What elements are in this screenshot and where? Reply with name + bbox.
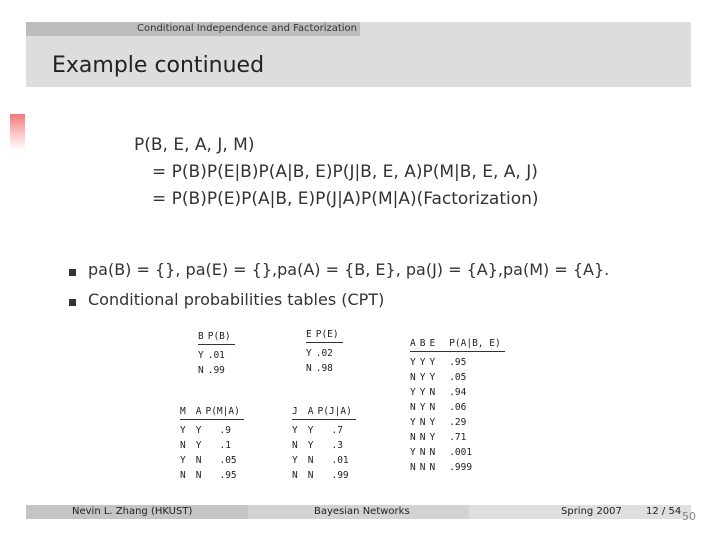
table-row	[180, 420, 244, 439]
cpt-table-m	[180, 406, 244, 483]
footer-course: Bayesian Networks	[314, 506, 410, 517]
table-cell: N	[419, 462, 426, 473]
table-cell: N	[419, 417, 426, 428]
table-cell: Y	[410, 357, 416, 368]
table-cell: N	[429, 402, 436, 413]
table-cell: Y	[195, 425, 202, 436]
joint-probability: P(B, E, A, J, M)	[134, 135, 255, 155]
table-cell: .98	[315, 363, 333, 374]
table-row	[292, 420, 356, 439]
table-cell: Y	[180, 455, 186, 466]
cpt-table-b	[198, 331, 235, 378]
table-cell: .29	[449, 417, 467, 428]
cpt-table-e	[306, 329, 343, 376]
table-cell: .05	[449, 372, 467, 383]
table-cell: N	[195, 455, 202, 466]
table-cell: N	[429, 387, 436, 398]
column-header: E	[306, 329, 316, 343]
column-header: A	[196, 406, 206, 420]
table-cell: Y	[410, 387, 416, 398]
parents-bullet: pa(B) = {}, pa(E) = {},pa(A) = {B, E}, pa(J) = {A},pa(M) = {A}.	[88, 260, 610, 279]
table-row	[198, 345, 235, 364]
chain-rule-expansion: = P(B)P(E|B)P(A|B, E)P(J|B, E, A)P(M|B, E, A, J)	[152, 162, 538, 182]
table-cell: Y	[429, 357, 436, 368]
table-cell: N	[410, 372, 416, 383]
table-cell: .95	[449, 357, 467, 368]
table-cell: N	[307, 470, 314, 481]
table-cell: N	[410, 402, 416, 413]
table-cell: Y	[419, 372, 426, 383]
frame-title: Example continued	[52, 53, 265, 78]
table-row	[410, 385, 505, 400]
bullet-icon	[69, 269, 76, 276]
table-cell: .06	[449, 402, 467, 413]
table-row	[306, 343, 343, 362]
table-row	[306, 361, 343, 376]
table-cell: .999	[449, 462, 473, 473]
table-row	[292, 438, 356, 453]
table-cell: Y	[198, 350, 204, 361]
table-row	[198, 363, 235, 378]
table-cell: N	[292, 470, 298, 481]
table-cell: N	[410, 462, 416, 473]
table-cell: Y	[195, 440, 202, 451]
table-cell: .71	[449, 432, 467, 443]
footer-term: Spring 2007	[561, 506, 622, 517]
column-header: A	[308, 406, 318, 420]
table-cell: .05	[219, 455, 237, 466]
cpt-bullet: Conditional probabilities tables (CPT)	[88, 290, 385, 309]
footer-page-number: 12 / 54	[646, 506, 682, 517]
table-cell: Y	[292, 425, 298, 436]
table-cell: Y	[429, 432, 436, 443]
table-cell: N	[429, 447, 436, 458]
table-row	[292, 453, 356, 468]
table-cell: N	[292, 440, 298, 451]
table-cell: N	[307, 455, 314, 466]
table-row	[410, 400, 505, 415]
table-cell: Y	[429, 372, 436, 383]
corner-page-number: 50	[682, 510, 696, 523]
table-cell: N	[410, 432, 416, 443]
table-cell: Y	[429, 417, 436, 428]
table-cell: .95	[219, 470, 237, 481]
table-cell: .99	[207, 365, 225, 376]
table-row	[410, 415, 505, 430]
table-row	[410, 430, 505, 445]
table-cell: .1	[219, 440, 231, 451]
table-cell: Y	[306, 348, 312, 359]
column-header: J	[292, 406, 308, 420]
table-cell: .01	[331, 455, 349, 466]
column-header: M	[180, 406, 196, 420]
column-header: B	[198, 331, 208, 345]
column-header: P(J|A)	[317, 406, 355, 420]
footer-author: Nevin L. Zhang (HKUST)	[72, 506, 193, 517]
table-cell: Y	[419, 387, 426, 398]
table-row	[410, 370, 505, 385]
table-cell: N	[180, 440, 186, 451]
column-header: A	[410, 338, 420, 352]
cpt-table-a	[410, 338, 505, 475]
table-cell: Y	[307, 425, 314, 436]
factorization: = P(B)P(E)P(A|B, E)P(J|A)P(M|A)(Factorization)	[152, 189, 539, 209]
table-cell: N	[198, 365, 204, 376]
column-header: B	[420, 338, 430, 352]
table-cell: .99	[331, 470, 349, 481]
section-title: Conditional Independence and Factorization	[137, 23, 358, 34]
table-cell: N	[180, 470, 186, 481]
table-row	[180, 453, 244, 468]
column-header: P(A|B, E)	[439, 338, 504, 352]
table-cell: .9	[219, 425, 231, 436]
table-row	[180, 468, 244, 483]
column-header: P(B)	[208, 331, 235, 345]
table-cell: .02	[315, 348, 333, 359]
table-cell: Y	[410, 417, 416, 428]
column-header: P(M|A)	[205, 406, 243, 420]
table-cell: Y	[419, 402, 426, 413]
table-cell: Y	[180, 425, 186, 436]
side-accent-mark	[10, 114, 25, 150]
table-cell: N	[419, 447, 426, 458]
table-cell: .94	[449, 387, 467, 398]
table-cell: N	[195, 470, 202, 481]
table-cell: .3	[331, 440, 343, 451]
table-cell: N	[429, 462, 436, 473]
table-cell: N	[306, 363, 312, 374]
table-row	[410, 352, 505, 371]
table-cell: .001	[449, 447, 473, 458]
table-cell: Y	[307, 440, 314, 451]
table-row	[292, 468, 356, 483]
table-cell: .01	[207, 350, 225, 361]
table-row	[410, 445, 505, 460]
cpt-table-j	[292, 406, 356, 483]
table-cell: Y	[419, 357, 426, 368]
table-cell: .7	[331, 425, 343, 436]
table-cell: Y	[410, 447, 416, 458]
table-row	[180, 438, 244, 453]
table-cell: Y	[292, 455, 298, 466]
column-header: P(E)	[316, 329, 343, 343]
table-row	[410, 460, 505, 475]
table-cell: N	[419, 432, 426, 443]
bullet-icon	[69, 299, 76, 306]
column-header: E	[429, 338, 439, 352]
